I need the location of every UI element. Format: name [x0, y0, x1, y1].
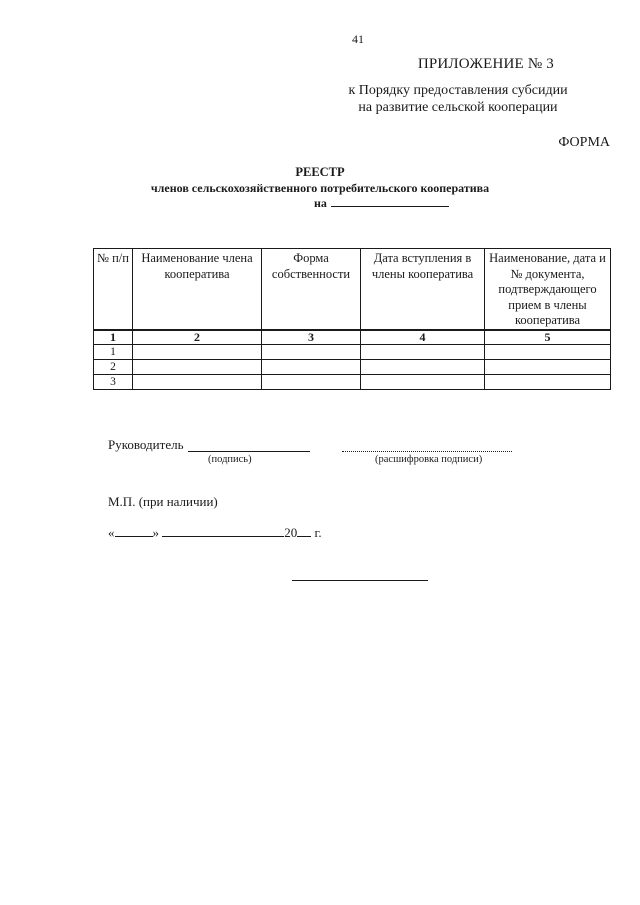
header-admission-document: Наименование, дата и № документа, подтверждающего прием в члены кооператива: [485, 249, 611, 331]
table-cell[interactable]: [485, 345, 611, 360]
open-quote: «: [108, 525, 115, 540]
year-prefix: 20: [284, 525, 298, 540]
table-cell[interactable]: [485, 360, 611, 375]
register-title: РЕЕСТР: [295, 165, 345, 179]
column-number: 4: [361, 330, 485, 345]
year-suffix: г.: [314, 525, 322, 540]
table-cell[interactable]: [262, 375, 361, 390]
year-blank[interactable]: [297, 526, 311, 537]
table-header-row: [94, 249, 611, 331]
row-number: 3: [94, 375, 133, 390]
row-number: 1: [94, 345, 133, 360]
signature-decoding-line[interactable]: [342, 451, 512, 452]
table-cell[interactable]: [133, 345, 262, 360]
column-number: 2: [133, 330, 262, 345]
table-cell[interactable]: [361, 360, 485, 375]
date-line: [108, 525, 322, 541]
table-row: [94, 345, 611, 360]
header-member-name: Наименование члена кооператива: [133, 249, 262, 331]
signature-line[interactable]: [188, 451, 310, 452]
row-number: 2: [94, 360, 133, 375]
end-separator-line: [292, 580, 428, 581]
table-row: [94, 375, 611, 390]
appendix-reference-line-2: на развитие сельской кооперации: [358, 100, 558, 115]
register-on-label: на: [314, 196, 327, 210]
table-cell[interactable]: [361, 375, 485, 390]
page-number: 41: [352, 32, 364, 46]
table-cell[interactable]: [262, 345, 361, 360]
table-cell[interactable]: [262, 360, 361, 375]
column-number: 5: [485, 330, 611, 345]
table-cell[interactable]: [133, 360, 262, 375]
column-number-row: [94, 330, 611, 345]
members-register-table: [93, 248, 611, 390]
head-signature-label: Руководитель: [108, 437, 184, 452]
header-ownership-form: Форма собственности: [262, 249, 361, 331]
signature-caption: (подпись): [208, 454, 252, 465]
appendix-reference: [308, 82, 608, 116]
signature-decoding-caption: (расшифровка подписи): [375, 454, 483, 465]
header-join-date: Дата вступления в члены кооператива: [361, 249, 485, 331]
table-cell[interactable]: [485, 375, 611, 390]
appendix-reference-line-1: к Порядку предоставления субсидии: [348, 83, 568, 98]
register-date-line: [314, 196, 449, 211]
table-row: [94, 360, 611, 375]
close-quote: »: [152, 525, 159, 540]
register-subtitle: членов сельскохозяйственного потребительского кооператива: [150, 181, 490, 195]
table-cell[interactable]: [133, 375, 262, 390]
stamp-place-label: М.П. (при наличии): [108, 494, 218, 509]
column-number: 3: [262, 330, 361, 345]
column-number: 1: [94, 330, 133, 345]
table-cell[interactable]: [361, 345, 485, 360]
month-blank[interactable]: [162, 526, 284, 537]
register-date-blank[interactable]: [331, 197, 449, 207]
day-blank[interactable]: [115, 526, 153, 537]
appendix-title: ПРИЛОЖЕНИЕ № 3: [417, 56, 554, 72]
header-number: № п/п: [94, 249, 133, 331]
form-label: ФОРМА: [558, 135, 610, 150]
